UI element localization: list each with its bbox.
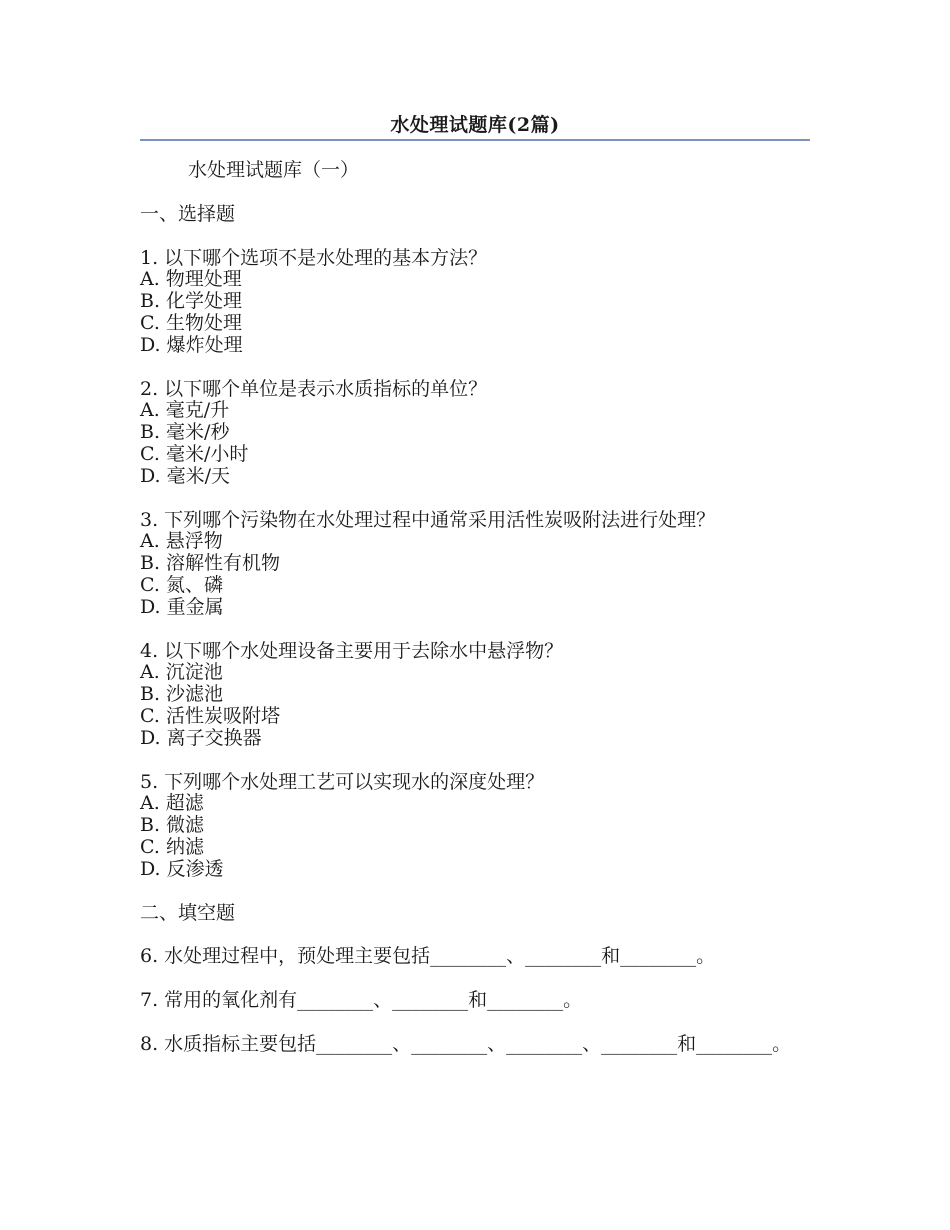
option: C. 氮、磷	[140, 573, 223, 596]
section-heading-choice: 一、选择题	[140, 202, 236, 225]
question-stem: 4. 以下哪个水处理设备主要用于去除水中悬浮物？	[140, 639, 564, 662]
option: A. 沉淀池	[140, 661, 223, 684]
option: A. 悬浮物	[140, 530, 223, 553]
question-stem: 1. 以下哪个选项不是水处理的基本方法？	[140, 246, 488, 269]
fill-question-8: 8. 水质指标主要包括________、________、________、________和________。	[140, 1032, 792, 1055]
option: C. 活性炭吸附塔	[140, 704, 280, 727]
section-heading-fill: 二、填空题	[140, 901, 236, 924]
option: C. 纳滤	[140, 835, 204, 858]
option: B. 微滤	[140, 814, 205, 837]
document-body	[140, 160, 820, 1078]
question-5	[140, 772, 820, 881]
fill-question-7: 7. 常用的氧化剂有________、________和________。	[140, 989, 583, 1012]
question-stem: 3. 下列哪个污染物在水处理过程中通常采用活性炭吸附法进行处理？	[140, 508, 716, 531]
option: D. 爆炸处理	[140, 333, 243, 356]
question-4	[140, 641, 820, 750]
option: A. 超滤	[140, 792, 204, 815]
option: A. 毫克/升	[140, 399, 230, 422]
question-stem: 2. 以下哪个单位是表示水质指标的单位？	[140, 377, 488, 400]
option: C. 毫米/小时	[140, 442, 249, 465]
option: B. 化学处理	[140, 290, 243, 313]
option: D. 重金属	[140, 595, 224, 618]
option: B. 溶解性有机物	[140, 552, 281, 575]
option: A. 物理处理	[140, 268, 242, 291]
option: D. 反渗透	[140, 857, 224, 880]
fill-question-6: 6. 水处理过程中，预处理主要包括________、________和________。	[140, 945, 716, 968]
question-1	[140, 248, 820, 357]
question-3	[140, 510, 820, 619]
option: B. 毫米/秒	[140, 421, 230, 444]
document-title: 水处理试题库(2篇)	[390, 114, 560, 136]
option: C. 生物处理	[140, 311, 242, 334]
option: B. 沙滤池	[140, 683, 224, 706]
option: D. 离子交换器	[140, 726, 262, 749]
question-2	[140, 379, 820, 488]
title-divider	[140, 139, 810, 141]
option: D. 毫米/天	[140, 464, 231, 487]
question-stem: 5. 下列哪个水处理工艺可以实现水的深度处理？	[140, 770, 545, 793]
document-subtitle: 水处理试题库（一）	[188, 159, 360, 181]
